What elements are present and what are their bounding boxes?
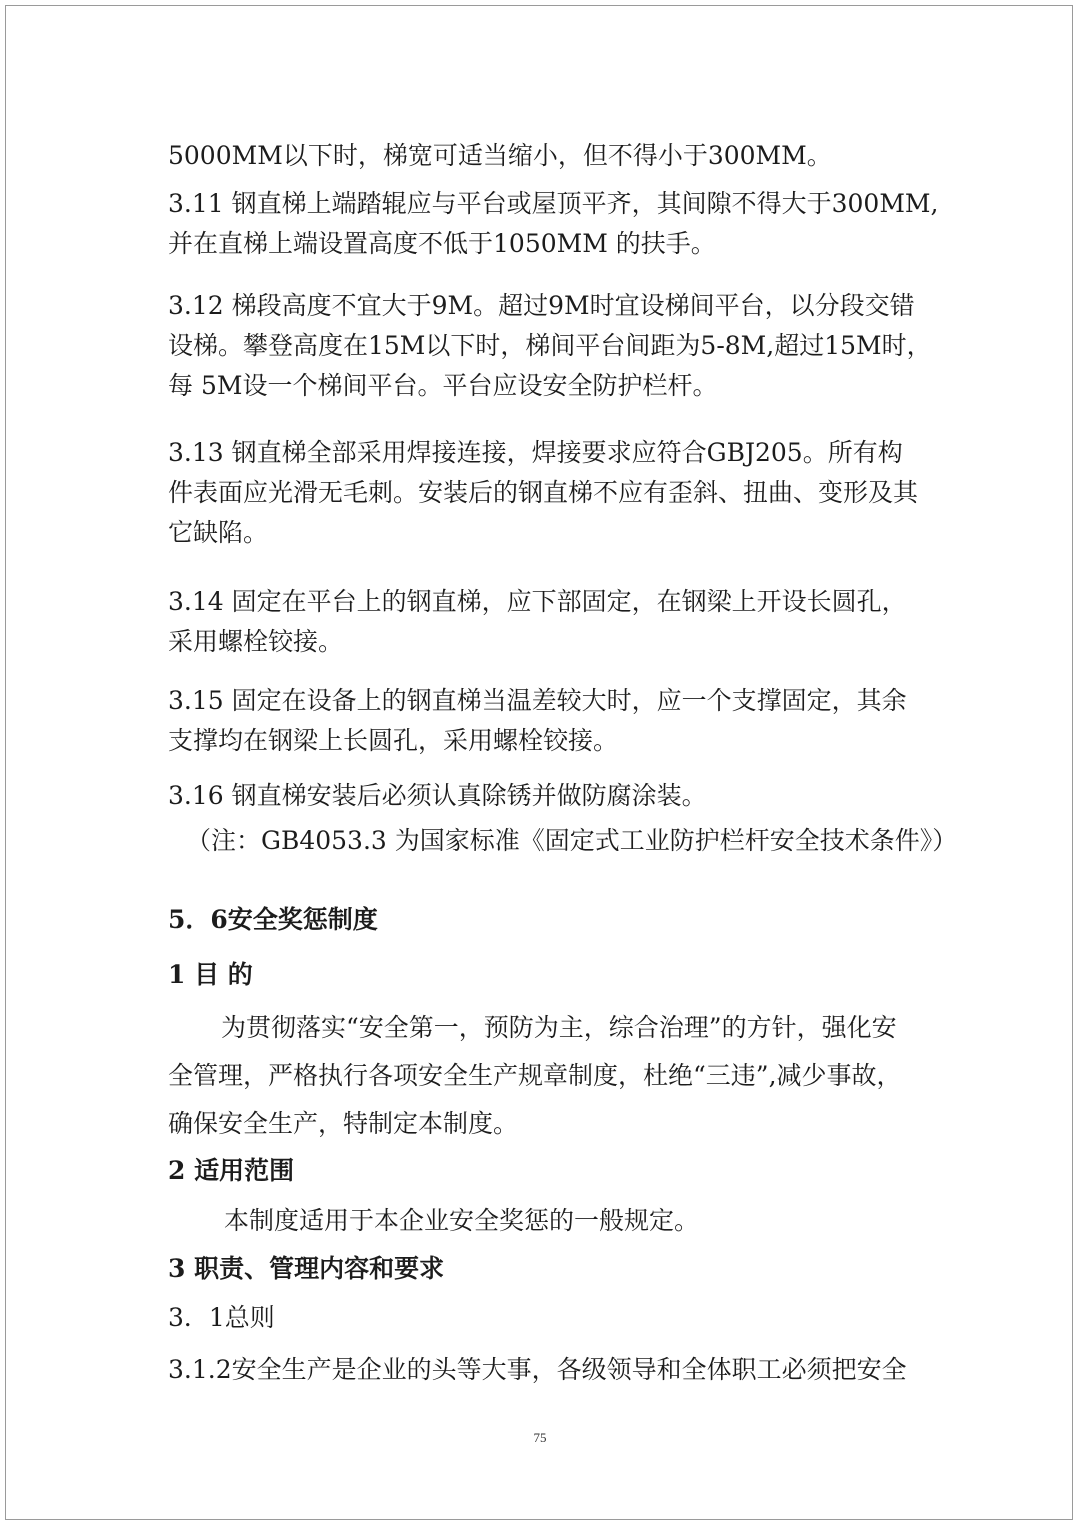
- subsection-heading: 1 目 的: [168, 960, 253, 989]
- paragraph-line: 3.1.2安全生产是企业的头等大事，各级领导和全体职工必须把安全: [168, 1355, 907, 1384]
- section-heading: 5．6安全奖惩制度: [168, 905, 378, 934]
- clause-3-11: 3.11 钢直梯上端踏辊应与平台或屋顶平齐，其间隙不得大于300MM,: [168, 189, 939, 218]
- clause-3-16: 3.16 钢直梯安装后必须认真除锈并做防腐涂装。: [168, 781, 707, 810]
- paragraph-line: 为贯彻落实“安全第一，预防为主，综合治理”的方针，强化安: [221, 1013, 897, 1042]
- text-line: 5000MM以下时，梯宽可适当缩小，但不得小于300MM。: [168, 141, 832, 170]
- text-line: 它缺陷。: [168, 518, 269, 547]
- text-line: 设梯。攀登高度在15M以下时，梯间平台间距为5-8M,超过15M时，: [168, 331, 932, 360]
- note-line: （注：GB4053.3 为国家标准《固定式工业防护栏杆安全技术条件》）: [186, 826, 958, 855]
- text-line: 并在直梯上端设置高度不低于1050MM 的扶手。: [168, 229, 716, 258]
- text-line: 件表面应光滑无毛刺。安装后的钢直梯不应有歪斜、扭曲、变形及其: [168, 478, 919, 507]
- clause-3-15: 3.15 固定在设备上的钢直梯当温差较大时，应一个支撑固定，其余: [168, 686, 907, 715]
- clause-3-13: 3.13 钢直梯全部采用焊接连接，焊接要求应符合GBJ205。所有构: [168, 438, 903, 467]
- paragraph-line: 确保安全生产，特制定本制度。: [168, 1109, 519, 1138]
- clause-3-12: 3.12 梯段高度不宜大于9M。超过9M时宜设梯间平台，以分段交错: [168, 291, 915, 320]
- text-line: 每 5M设一个梯间平台。平台应设安全防护栏杆。: [168, 371, 718, 400]
- subsection-heading: 2 适用范围: [168, 1156, 295, 1185]
- page-number: 75: [533, 1430, 547, 1445]
- text-line: 采用螺栓铰接。: [168, 627, 344, 656]
- text-line: 支撑均在钢梁上长圆孔，采用螺栓铰接。: [168, 726, 619, 755]
- paragraph-line: 本制度适用于本企业安全奖惩的一般规定。: [224, 1206, 700, 1235]
- clause-3-14: 3.14 固定在平台上的钢直梯，应下部固定，在钢梁上开设长圆孔，: [168, 587, 907, 616]
- paragraph-line: 全管理，严格执行各项安全生产规章制度，杜绝“三违”,减少事故，: [168, 1061, 902, 1090]
- subsection-heading: 3 职责、管理内容和要求: [168, 1254, 445, 1283]
- document-page: [5, 5, 1073, 1520]
- subsection-heading: 3．1总则: [168, 1303, 275, 1332]
